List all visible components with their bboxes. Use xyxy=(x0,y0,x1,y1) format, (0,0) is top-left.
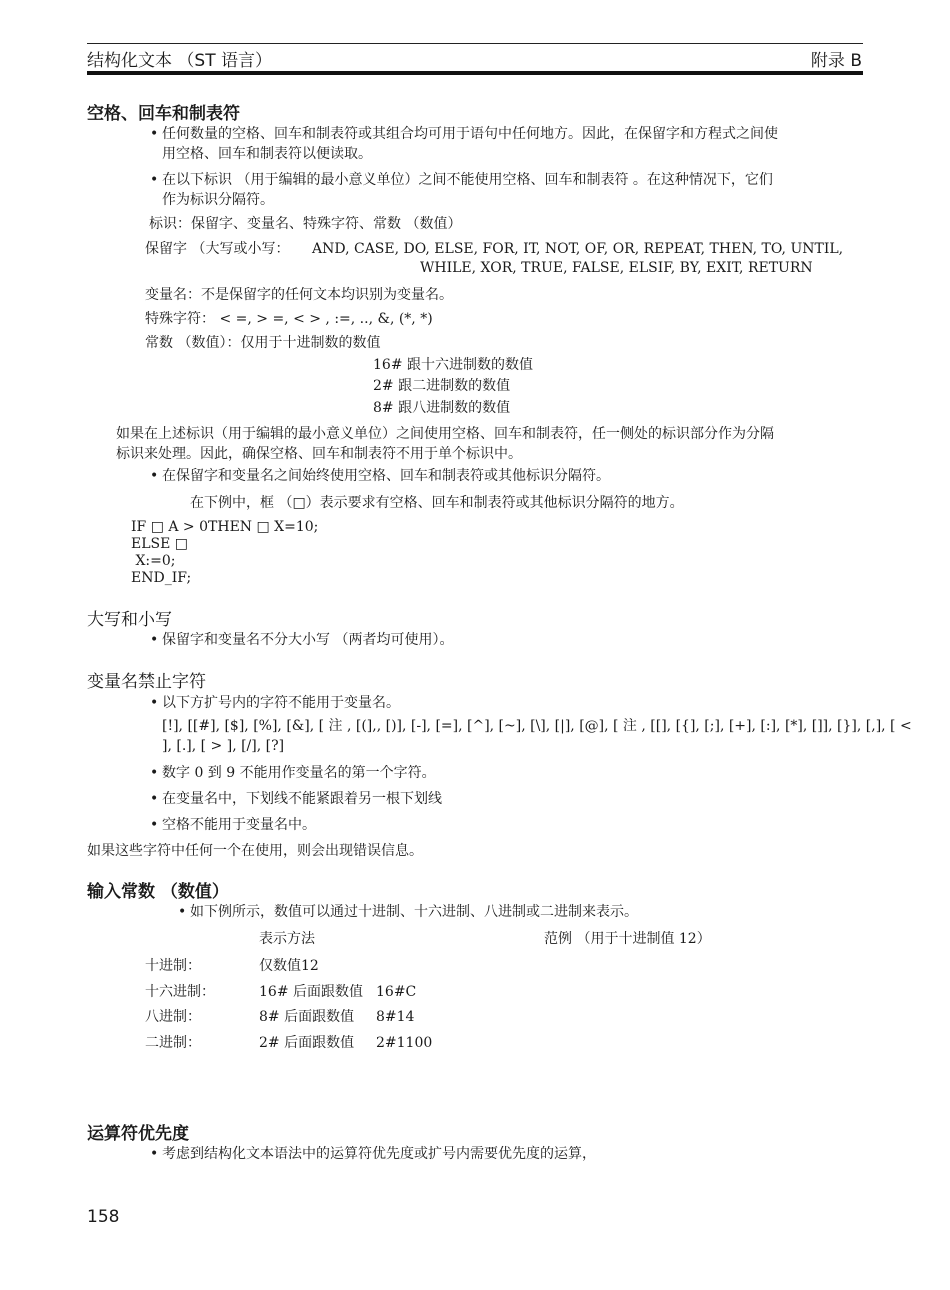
table-header-method: 表示方法 xyxy=(259,931,315,947)
bullet-forbidden-chars-intro: • 以下方扩号内的字符不能用于变量名。 xyxy=(162,693,400,713)
bullet-text-line: • 在以下标识 （用于编辑的最小意义单位）之间不能使用空格、回车和制表符 。在这种情况下，它们 xyxy=(162,172,773,188)
reserved-words-line2: WHILE, XOR, TRUE, FALSE, ELSIF, BY, EXIT, RETURN xyxy=(420,260,813,276)
code-line: ELSE □ xyxy=(131,536,189,552)
page-number: 158 xyxy=(87,1207,120,1227)
example-note: 在下例中，框 （□）表示要求有空格、回车和制表符或其他标识分隔符的地方。 xyxy=(190,495,684,511)
code-line: X:=0; xyxy=(131,553,176,569)
table-row-example: 8#14 xyxy=(376,1009,415,1025)
section-title-whitespace: 空格、回车和制表符 xyxy=(87,104,240,124)
section-title-forbidden-chars: 变量名禁止字符 xyxy=(87,672,206,692)
table-header-example: 范例 （用于十进制值 12） xyxy=(544,931,711,947)
table-row-example: 2#1100 xyxy=(376,1035,433,1051)
paragraph-separator-note xyxy=(116,424,774,464)
bullet-constant-bases: • 如下例所示，数值可以通过十进制、十六进制、八进制或二进制来表示。 xyxy=(190,902,638,922)
constant-bin: 2# 跟二进制数的数值 xyxy=(373,378,511,394)
bullet-no-spaces: • 空格不能用于变量名中。 xyxy=(162,815,316,835)
identifier-list: 标识：保留字、变量名、特殊字符、常数 （数值） xyxy=(149,216,462,232)
table-row-method: 8# 后面跟数值 xyxy=(259,1009,355,1025)
table-row-label: 二进制： xyxy=(145,1035,201,1051)
table-row-label: 八进制： xyxy=(145,1009,201,1025)
bullet-text-line: 用空格、回车和制表符以便读取。 xyxy=(162,146,372,162)
table-row-label: 十六进制： xyxy=(145,984,215,1000)
header-appendix: 附录 B xyxy=(810,51,862,71)
bullet-case-insensitive: • 保留字和变量名不分大小写 （两者均可使用）。 xyxy=(162,630,453,650)
bullet-text-line: • 任何数量的空格、回车和制表符或其组合均可用于语句中任何地方。因此，在保留字和方程式之间使 xyxy=(162,126,778,142)
header-title: 结构化文本 （ST 语言） xyxy=(87,51,272,71)
section-title-constants: 输入常数 （数值） xyxy=(87,882,229,902)
table-row-example: 16#C xyxy=(376,984,417,1000)
paragraph-line: 标识来处理。因此，确保空格、回车和制表符不用于单个标识中。 xyxy=(116,446,522,462)
bullet-always-separate: • 在保留字和变量名之间始终使用空格、回车和制表符或其他标识分隔符。 xyxy=(162,466,610,486)
table-row-label: 十进制： xyxy=(145,958,201,974)
forbidden-chars-list xyxy=(162,716,912,756)
code-example xyxy=(131,519,318,587)
code-line: END_IF; xyxy=(131,570,192,586)
table-row-method: 仅数值12 xyxy=(259,958,319,974)
bullet-whitespace-anywhere xyxy=(162,124,778,164)
section-title-operator-precedence: 运算符优先度 xyxy=(87,1124,189,1144)
constant-hex: 16# 跟十六进制数的数值 xyxy=(373,357,533,373)
special-characters: 特殊字符： < =, > =, < > , :=, .., &, (*, *) xyxy=(145,311,433,327)
paragraph-line: 如果在上述标识（用于编辑的最小意义单位）之间使用空格、回车和制表符，任一侧处的标识部分作为分隔 xyxy=(116,426,774,442)
constant-label: 常数 （数值）：仅用于十进制数的数值 xyxy=(145,335,381,351)
bullet-identifier-separator xyxy=(162,170,773,210)
table-row-method: 16# 后面跟数值 xyxy=(259,984,363,1000)
reserved-words-line1: AND, CASE, DO, ELSE, FOR, IT, NOT, OF, OR, REPEAT, THEN, TO, UNTIL, xyxy=(312,241,844,257)
code-line: IF □ A > 0THEN □ X=10; xyxy=(131,519,319,535)
bullet-operator-precedence: • 考虑到结构化文本语法中的运算符优先度或扩号内需要优先度的运算， xyxy=(162,1144,596,1164)
header-bottom-rule xyxy=(87,71,863,75)
variable-name-definition: 变量名：不是保留字的任何文本均识别为变量名。 xyxy=(145,287,453,303)
reserved-words-label: 保留字 （大写或小写： xyxy=(145,241,290,257)
table-row-method: 2# 后面跟数值 xyxy=(259,1035,355,1051)
bullet-no-leading-digit: • 数字 0 到 9 不能用作变量名的第一个字符。 xyxy=(162,763,436,783)
forbidden-chars-error-note: 如果这些字符中任何一个在使用，则会出现错误信息。 xyxy=(87,843,423,859)
bullet-no-double-underscore: • 在变量名中，下划线不能紧跟着另一根下划线 xyxy=(162,789,442,809)
forbidden-chars-line: [!], [[#], [$], [%], [&], [ 注 , [(],, [)], [-], [=], [^], [~], [\], [|], [@], [ 注 , [[], [{], [;], [+], [:], [*], []], [}], [,], [ < xyxy=(162,718,912,734)
constant-oct: 8# 跟八进制数的数值 xyxy=(373,400,511,416)
forbidden-chars-line: ], [.], [ > ], [/], [?] xyxy=(162,738,285,754)
section-title-case: 大写和小写 xyxy=(87,610,172,630)
header-top-rule xyxy=(87,43,863,44)
bullet-text-line: 作为标识分隔符。 xyxy=(162,192,274,208)
